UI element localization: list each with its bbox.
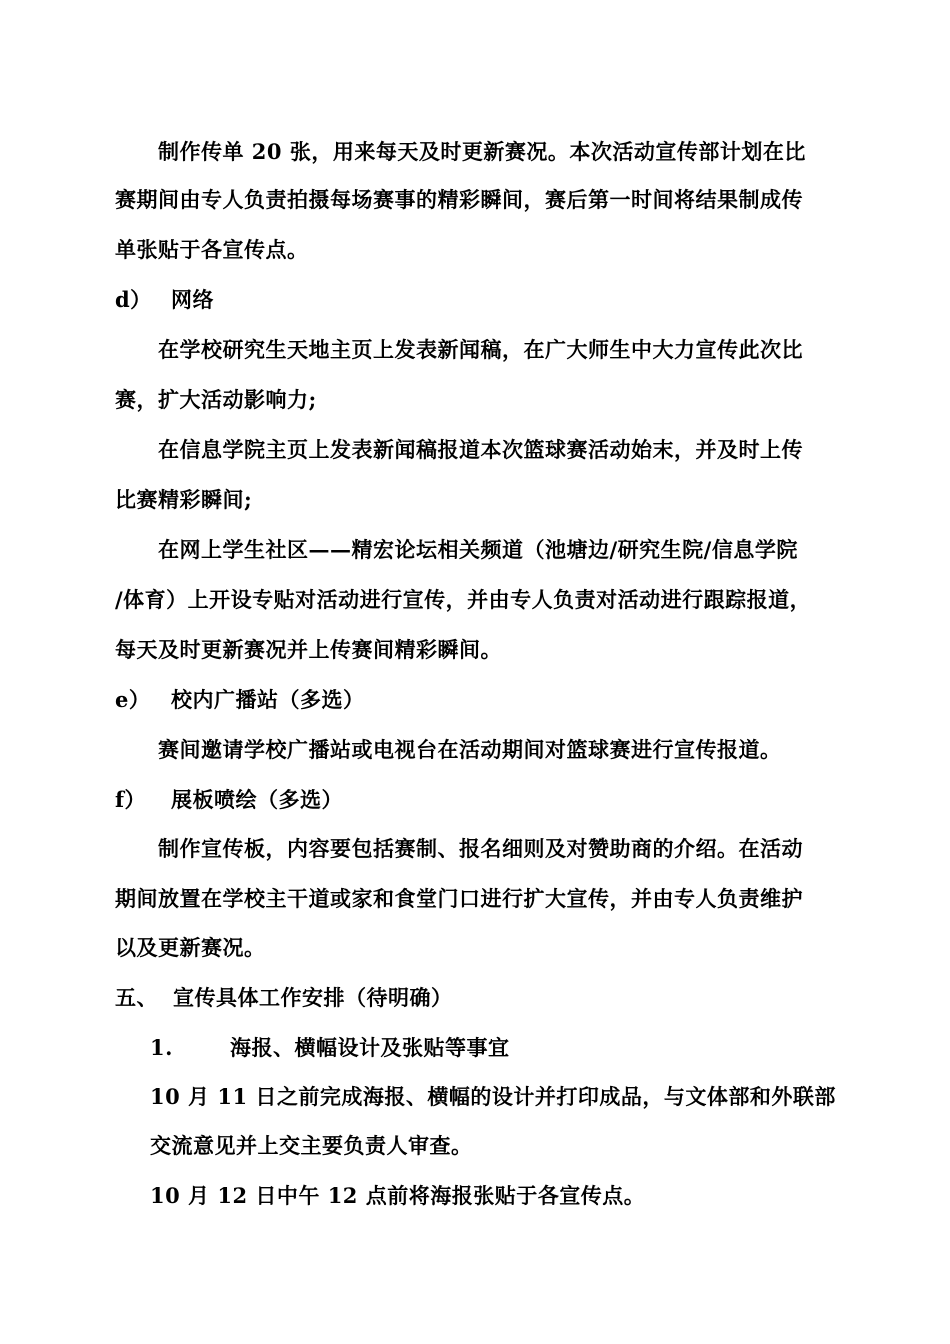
paragraph-line: 以及更新赛况。 [115, 935, 266, 960]
section-title: 宣传具体工作安排（待明确） [173, 985, 453, 1010]
section-title: 校内广播站（多选） [171, 687, 365, 712]
section-label: e） [115, 687, 151, 712]
section-heading-d [115, 286, 214, 314]
section-heading-e [115, 686, 365, 714]
section-heading-f [115, 786, 343, 814]
section-label: d） [115, 287, 152, 312]
paragraph-line: 单张贴于各宣传点。 [115, 237, 309, 262]
paragraph-line: 期间放置在学校主干道或家和食堂门口进行扩大宣传，并由专人负责维护 [115, 886, 803, 911]
paragraph-line: 在网上学生社区——精宏论坛相关频道（池塘边/研究生院/信息学院 [158, 537, 798, 562]
list-item-1 [150, 1034, 510, 1062]
paragraph-line: 在学校研究生天地主页上发表新闻稿，在广大师生中大力宣传此次比 [158, 337, 803, 362]
paragraph-line: 比赛精彩瞬间; [115, 487, 253, 512]
section-label: 五、 [115, 985, 158, 1010]
paragraph-line: 赛期间由专人负责拍摄每场赛事的精彩瞬间，赛后第一时间将结果制成传 [115, 187, 803, 212]
list-item-title: 海报、横幅设计及张贴等事宜 [230, 1035, 510, 1060]
section-heading-5 [115, 984, 453, 1012]
paragraph-line: 制作传单 20 张，用来每天及时更新赛况。本次活动宣传部计划在比 [158, 139, 806, 164]
paragraph-line: 每天及时更新赛况并上传赛间精彩瞬间。 [115, 637, 502, 662]
paragraph-line: /体育）上开设专贴对活动进行宣传，并由专人负责对活动进行跟踪报道， [115, 587, 812, 612]
section-title: 展板喷绘（多选） [171, 787, 343, 812]
paragraph-line: 10 月 11 日之前完成海报、横幅的设计并打印成品，与文体部和外联部 [150, 1084, 836, 1109]
section-label: f） [115, 787, 147, 812]
paragraph-line: 10 月 12 日中午 12 点前将海报张贴于各宣传点。 [150, 1183, 646, 1208]
paragraph-line: 在信息学院主页上发表新闻稿报道本次篮球赛活动始末，并及时上传 [158, 437, 803, 462]
paragraph-line: 赛间邀请学校广播站或电视台在活动期间对篮球赛进行宣传报道。 [158, 737, 782, 762]
list-item-number: 1. [150, 1035, 173, 1060]
section-title: 网络 [171, 287, 214, 312]
paragraph-line: 赛，扩大活动影响力; [115, 387, 317, 412]
paragraph-line: 交流意见并上交主要负责人审查。 [150, 1133, 473, 1158]
paragraph-line: 制作宣传板，内容要包括赛制、报名细则及对赞助商的介绍。在活动 [158, 836, 803, 861]
